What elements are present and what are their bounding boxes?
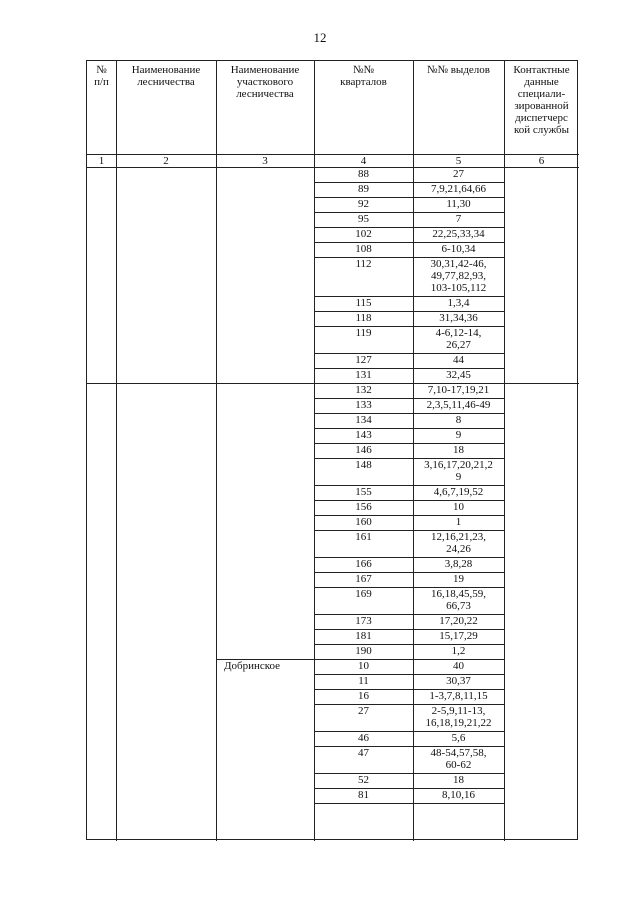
allotment-numbers: 7,10-17,19,21	[427, 384, 490, 396]
header-bottom-line	[87, 154, 579, 155]
quarter-number: 143	[355, 429, 372, 441]
allotment-numbers: 18	[453, 774, 464, 786]
quarter-number: 146	[355, 444, 372, 456]
quarter-number: 89	[358, 183, 369, 195]
quarter-number: 156	[355, 501, 372, 513]
allotment-numbers: 7	[455, 213, 462, 225]
allotment-numbers: 18	[453, 444, 464, 456]
allotment-numbers: 31,34,36	[439, 312, 478, 324]
allotment-numbers: 3,8,28	[444, 558, 473, 570]
allotment-numbers: 30,31,42-46, 49,77,82,93, 103-105,112	[430, 258, 487, 294]
allotment-numbers: 22,25,33,34	[432, 228, 485, 240]
column-number-4: 4	[360, 155, 367, 167]
column-divider-1	[116, 61, 117, 841]
quarter-number: 95	[358, 213, 369, 225]
quarter-number: 127	[355, 354, 372, 366]
quarter-number: 155	[355, 486, 372, 498]
quarter-number: 52	[358, 774, 369, 786]
quarter-number: 169	[355, 588, 372, 600]
column-number-3: 3	[262, 155, 268, 167]
allotment-numbers: 15,17,29	[439, 630, 478, 642]
quarter-number: 131	[355, 369, 372, 381]
quarter-number: 47	[358, 747, 369, 759]
quarter-number: 108	[355, 243, 372, 255]
allotment-numbers: 1,2	[451, 645, 466, 657]
header-col-5: №№ выделов	[427, 64, 490, 76]
allotment-numbers: 10	[453, 501, 464, 513]
header-col-1: № п/п	[94, 64, 109, 88]
allotment-numbers: 9	[455, 429, 462, 441]
allotment-numbers: 12,16,21,23, 24,26	[431, 531, 486, 555]
allotment-numbers: 7,9,21,64,66	[431, 183, 486, 195]
quarter-number: 112	[355, 258, 372, 270]
allotment-numbers: 1-3,7,8,11,15	[429, 690, 488, 702]
allotment-numbers: 8,10,16	[442, 789, 475, 801]
allotment-numbers: 1	[455, 516, 462, 528]
allotment-numbers: 3,16,17,20,21,2 9	[424, 459, 493, 483]
allotment-numbers: 5,6	[451, 732, 466, 744]
allotment-numbers: 44	[453, 354, 464, 366]
allotment-numbers: 32,45	[446, 369, 471, 381]
allotment-numbers: 2-5,9,11-13, 16,18,19,21,22	[425, 705, 492, 729]
allotment-numbers: 4-6,12-14, 26,27	[435, 327, 482, 351]
header-col-4: №№ кварталов	[340, 64, 387, 88]
district-name: Добринское	[224, 660, 281, 672]
column-number-6: 6	[538, 155, 545, 167]
quarter-number: 46	[358, 732, 369, 744]
quarter-number: 119	[355, 327, 372, 339]
allotment-numbers: 6-10,34	[441, 243, 476, 255]
allotment-numbers: 2,3,5,11,46-49	[426, 399, 491, 411]
header-col-2: Наименование лесничества	[131, 64, 201, 88]
quarter-number: 115	[355, 297, 372, 309]
allotment-numbers: 16,18,45,59, 66,73	[431, 588, 486, 612]
quarter-number: 190	[355, 645, 372, 657]
quarter-number: 132	[355, 384, 372, 396]
allotment-numbers: 11,30	[446, 198, 471, 210]
allotment-numbers: 17,20,22	[439, 615, 478, 627]
quarter-number: 160	[355, 516, 372, 528]
quarter-number: 118	[355, 312, 372, 324]
allotment-numbers: 27	[453, 168, 464, 180]
quarter-number: 10	[358, 660, 369, 672]
header-col-3: Наименование участкового лесничества	[230, 64, 300, 100]
quarter-number: 16	[358, 690, 369, 702]
column-number-1: 1	[98, 155, 105, 167]
page-number: 12	[313, 30, 327, 45]
forestry-table	[86, 60, 578, 840]
quarter-number: 181	[355, 630, 372, 642]
quarter-number: 134	[355, 414, 372, 426]
allotment-numbers: 8	[455, 414, 462, 426]
quarter-number: 161	[355, 531, 372, 543]
quarter-number: 81	[358, 789, 369, 801]
quarter-number: 11	[358, 675, 369, 687]
column-divider-2	[216, 61, 217, 841]
header-col-6: Контактные данные специали- зированной диспетчерс кой службы	[513, 64, 570, 136]
allotment-numbers: 4,6,7,19,52	[433, 486, 484, 498]
quarter-number: 166	[355, 558, 372, 570]
quarter-number: 167	[355, 573, 372, 585]
column-divider-5	[504, 61, 505, 841]
quarter-number: 92	[358, 198, 369, 210]
allotment-numbers: 48-54,57,58, 60-62	[430, 747, 487, 771]
quarter-number: 102	[355, 228, 372, 240]
allotment-numbers: 19	[453, 573, 464, 585]
quarter-number: 133	[355, 399, 372, 411]
row-line	[314, 803, 504, 804]
allotment-numbers: 30,37	[446, 675, 471, 687]
allotment-numbers: 1,3,4	[447, 297, 470, 309]
quarter-number: 173	[355, 615, 372, 627]
column-number-5: 5	[455, 155, 462, 167]
quarter-number: 88	[358, 168, 369, 180]
quarter-number: 148	[355, 459, 372, 471]
allotment-numbers: 40	[453, 660, 464, 672]
quarter-number: 27	[358, 705, 369, 717]
column-number-2: 2	[163, 155, 169, 167]
